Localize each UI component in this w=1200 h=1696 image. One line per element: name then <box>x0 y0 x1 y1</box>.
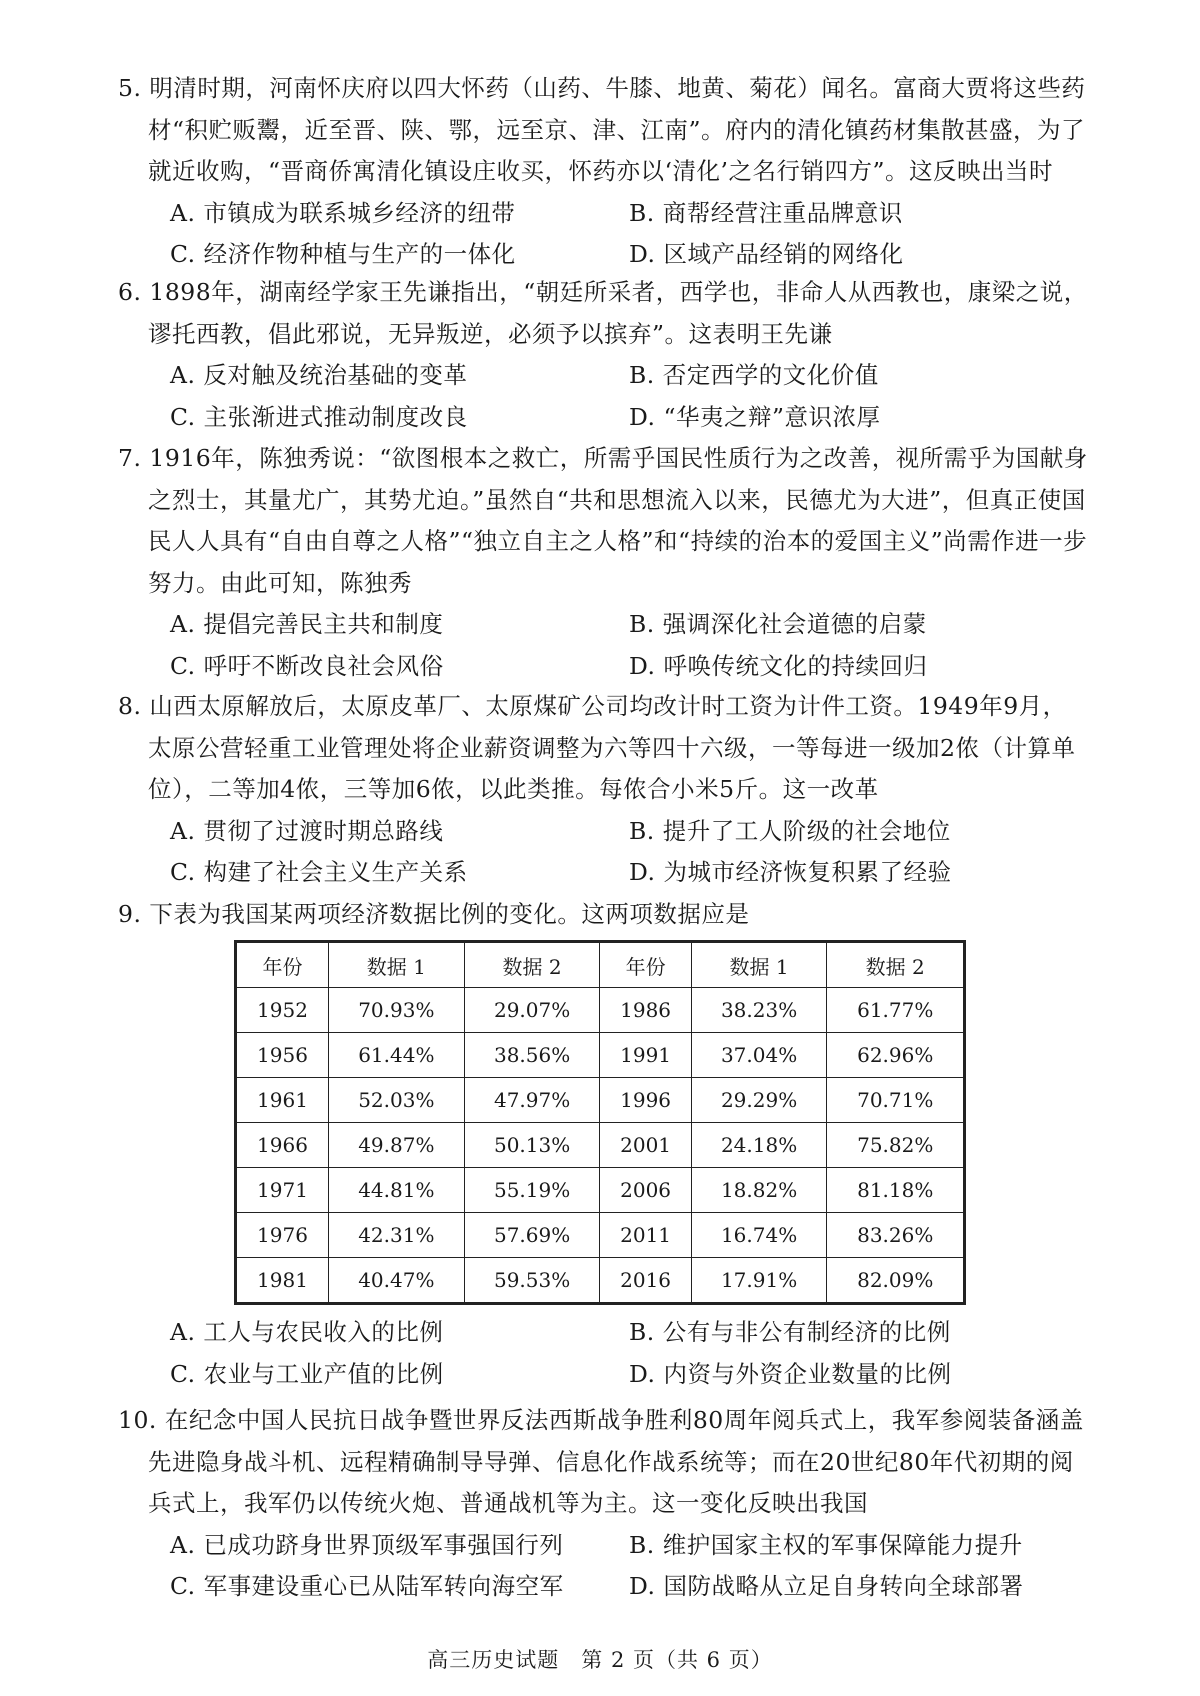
question-5 <box>118 68 1088 276</box>
options <box>170 811 1088 894</box>
table-cell: 37.04% <box>691 1033 827 1078</box>
table-cell: 52.03% <box>328 1078 464 1123</box>
table-row <box>236 1123 965 1168</box>
table-cell: 1986 <box>600 988 691 1033</box>
table-row <box>236 1213 965 1258</box>
table-cell: 61.77% <box>827 988 965 1033</box>
table-cell: 57.69% <box>464 1213 600 1258</box>
table-cell: 83.26% <box>827 1213 965 1258</box>
option-c: C. 军事建设重心已从陆军转向海空军 <box>170 1572 564 1600</box>
header-cell: 年份 <box>236 942 329 988</box>
option-d: D. 为城市经济恢复积累了经验 <box>629 858 952 886</box>
table-cell: 38.23% <box>691 988 827 1033</box>
header-cell: 年份 <box>600 942 691 988</box>
table-cell: 49.87% <box>328 1123 464 1168</box>
table-cell: 55.19% <box>464 1168 600 1213</box>
option-a: A. 提倡完善民主共和制度 <box>170 610 444 638</box>
option-b: B. 强调深化社会道德的启蒙 <box>629 610 927 638</box>
table-cell: 29.07% <box>464 988 600 1033</box>
table-cell: 47.97% <box>464 1078 600 1123</box>
table-body <box>236 988 965 1304</box>
options <box>170 1312 1088 1395</box>
table-cell: 1966 <box>236 1123 329 1168</box>
options <box>170 355 1088 438</box>
table-cell: 82.09% <box>827 1258 965 1304</box>
options <box>170 604 1088 687</box>
table-cell: 2006 <box>600 1168 691 1213</box>
question-stem: 7. 1916年，陈独秀说：“欲图根本之救亡，所需乎国民性质行为之改善，视所需乎为国献身之烈士，其量尤广，其势尤迫。”虽然自“共和思想流入以来，民德尤为大进”，但真正使国民人人具有“自由自尊之人格”“独立自主之人格”和“持续的治本的爱国主义”尚需作进一步努力。由此可知，陈独秀 <box>118 444 1088 597</box>
option-c: C. 经济作物种植与生产的一体化 <box>170 240 516 268</box>
table-cell: 38.56% <box>464 1033 600 1078</box>
table-cell: 2016 <box>600 1258 691 1304</box>
question-7 <box>118 438 1088 687</box>
table-cell: 40.47% <box>328 1258 464 1304</box>
option-a: A. 反对触及统治基础的变革 <box>170 361 468 389</box>
question-8 <box>118 686 1088 894</box>
table-cell: 29.29% <box>691 1078 827 1123</box>
table-cell: 1956 <box>236 1033 329 1078</box>
table-cell: 18.82% <box>691 1168 827 1213</box>
data-table <box>234 940 966 1305</box>
option-d: D. 内资与外资企业数量的比例 <box>629 1359 952 1388</box>
table-row <box>236 988 965 1033</box>
question-stem: 8. 山西太原解放后，太原皮革厂、太原煤矿公司均改计时工资为计件工资。1949年9月，太原公营轻重工业管理处将企业薪资调整为六等四十六级，一等每进一级加2侬（计算单位），二等加4侬，三等加6侬，以此类推。每侬合小米5斤。这一改革 <box>118 692 1076 803</box>
option-a: A. 已成功跻身世界顶级军事强国行列 <box>170 1530 564 1559</box>
option-a: A. 市镇成为联系城乡经济的纽带 <box>170 198 516 227</box>
option-c: C. 农业与工业产值的比例 <box>170 1359 444 1388</box>
table-cell: 16.74% <box>691 1213 827 1258</box>
option-c: C. 构建了社会主义生产关系 <box>170 858 468 886</box>
table-cell: 50.13% <box>464 1123 600 1168</box>
table-cell: 17.91% <box>691 1258 827 1304</box>
table-cell: 2011 <box>600 1213 691 1258</box>
table-cell: 81.18% <box>827 1168 965 1213</box>
table-cell: 1952 <box>236 988 329 1033</box>
options <box>170 1525 1088 1608</box>
table-cell: 70.93% <box>328 988 464 1033</box>
table-cell: 1976 <box>236 1213 329 1258</box>
question-stem: 6. 1898年，湖南经学家王先谦指出，“朝廷所采者，西学也，非命人从西教也，康梁之说，谬托西教，倡此邪说，无异叛逆，必须予以摈弃”。这表明王先谦 <box>118 278 1088 348</box>
table-cell: 44.81% <box>328 1168 464 1213</box>
option-d: D. “华夷之辩”意识浓厚 <box>629 402 881 431</box>
header-cell: 数据 2 <box>827 942 965 988</box>
option-b: B. 商帮经营注重品牌意识 <box>629 198 903 227</box>
page-footer: 高三历史试题 第 2 页（共 6 页） <box>427 1648 773 1672</box>
table-cell: 42.31% <box>328 1213 464 1258</box>
option-c: C. 呼吁不断改良社会风俗 <box>170 651 444 680</box>
question-stem: 9. 下表为我国某两项经济数据比例的变化。这两项数据应是 <box>118 900 750 928</box>
option-d: D. 呼唤传统文化的持续回归 <box>629 651 928 680</box>
option-b: B. 公有与非公有制经济的比例 <box>629 1318 951 1346</box>
question-stem: 5. 明清时期，河南怀庆府以四大怀药（山药、牛膝、地黄、菊花）闻名。富商大贾将这些药材“积贮贩鬻，近至晋、陕、鄂，远至京、津、江南”。府内的清化镇药材集散甚盛，为了就近收购，“晋商侨寓清化镇设庄收买，怀药亦以‘清化’之名行销四方”。这反映出当时 <box>118 74 1086 185</box>
table-cell: 62.96% <box>827 1033 965 1078</box>
options <box>170 193 1088 276</box>
table-header-row <box>236 942 965 988</box>
table-cell: 24.18% <box>691 1123 827 1168</box>
table-cell: 1991 <box>600 1033 691 1078</box>
header-cell: 数据 1 <box>328 942 464 988</box>
table-row <box>236 1168 965 1213</box>
option-d: D. 国防战略从立足自身转向全球部署 <box>629 1572 1024 1600</box>
table-cell: 1996 <box>600 1078 691 1123</box>
table-row <box>236 1033 965 1078</box>
header-cell: 数据 2 <box>464 942 600 988</box>
option-c: C. 主张渐进式推动制度改良 <box>170 402 468 431</box>
table-cell: 61.44% <box>328 1033 464 1078</box>
table-row <box>236 1078 965 1123</box>
table-cell: 1981 <box>236 1258 329 1304</box>
option-a: A. 工人与农民收入的比例 <box>170 1318 444 1346</box>
table-cell: 70.71% <box>827 1078 965 1123</box>
table-cell: 59.53% <box>464 1258 600 1304</box>
table-cell: 75.82% <box>827 1123 965 1168</box>
question-6 <box>118 272 1088 438</box>
header-cell: 数据 1 <box>691 942 827 988</box>
option-b: B. 提升了工人阶级的社会地位 <box>629 816 951 845</box>
question-stem: 10. 在纪念中国人民抗日战争暨世界反法西斯战争胜利80周年阅兵式上，我军参阅装备涵盖先进隐身战斗机、远程精确制导导弹、信息化作战系统等；而在20世纪80年代初期的阅兵式上，我军仍以传统火炮、普通战机等为主。这一变化反映出我国 <box>118 1406 1084 1517</box>
question-9 <box>118 894 1088 936</box>
question-10 <box>118 1400 1088 1608</box>
option-a: A. 贯彻了过渡时期总路线 <box>170 816 444 845</box>
table-cell: 1961 <box>236 1078 329 1123</box>
option-b: B. 维护国家主权的军事保障能力提升 <box>629 1530 1023 1559</box>
table-cell: 1971 <box>236 1168 329 1213</box>
question-9-options <box>118 1312 1088 1395</box>
table-row <box>236 1258 965 1304</box>
option-d: D. 区域产品经销的网络化 <box>629 240 904 268</box>
table-cell: 2001 <box>600 1123 691 1168</box>
option-b: B. 否定西学的文化价值 <box>629 361 879 389</box>
